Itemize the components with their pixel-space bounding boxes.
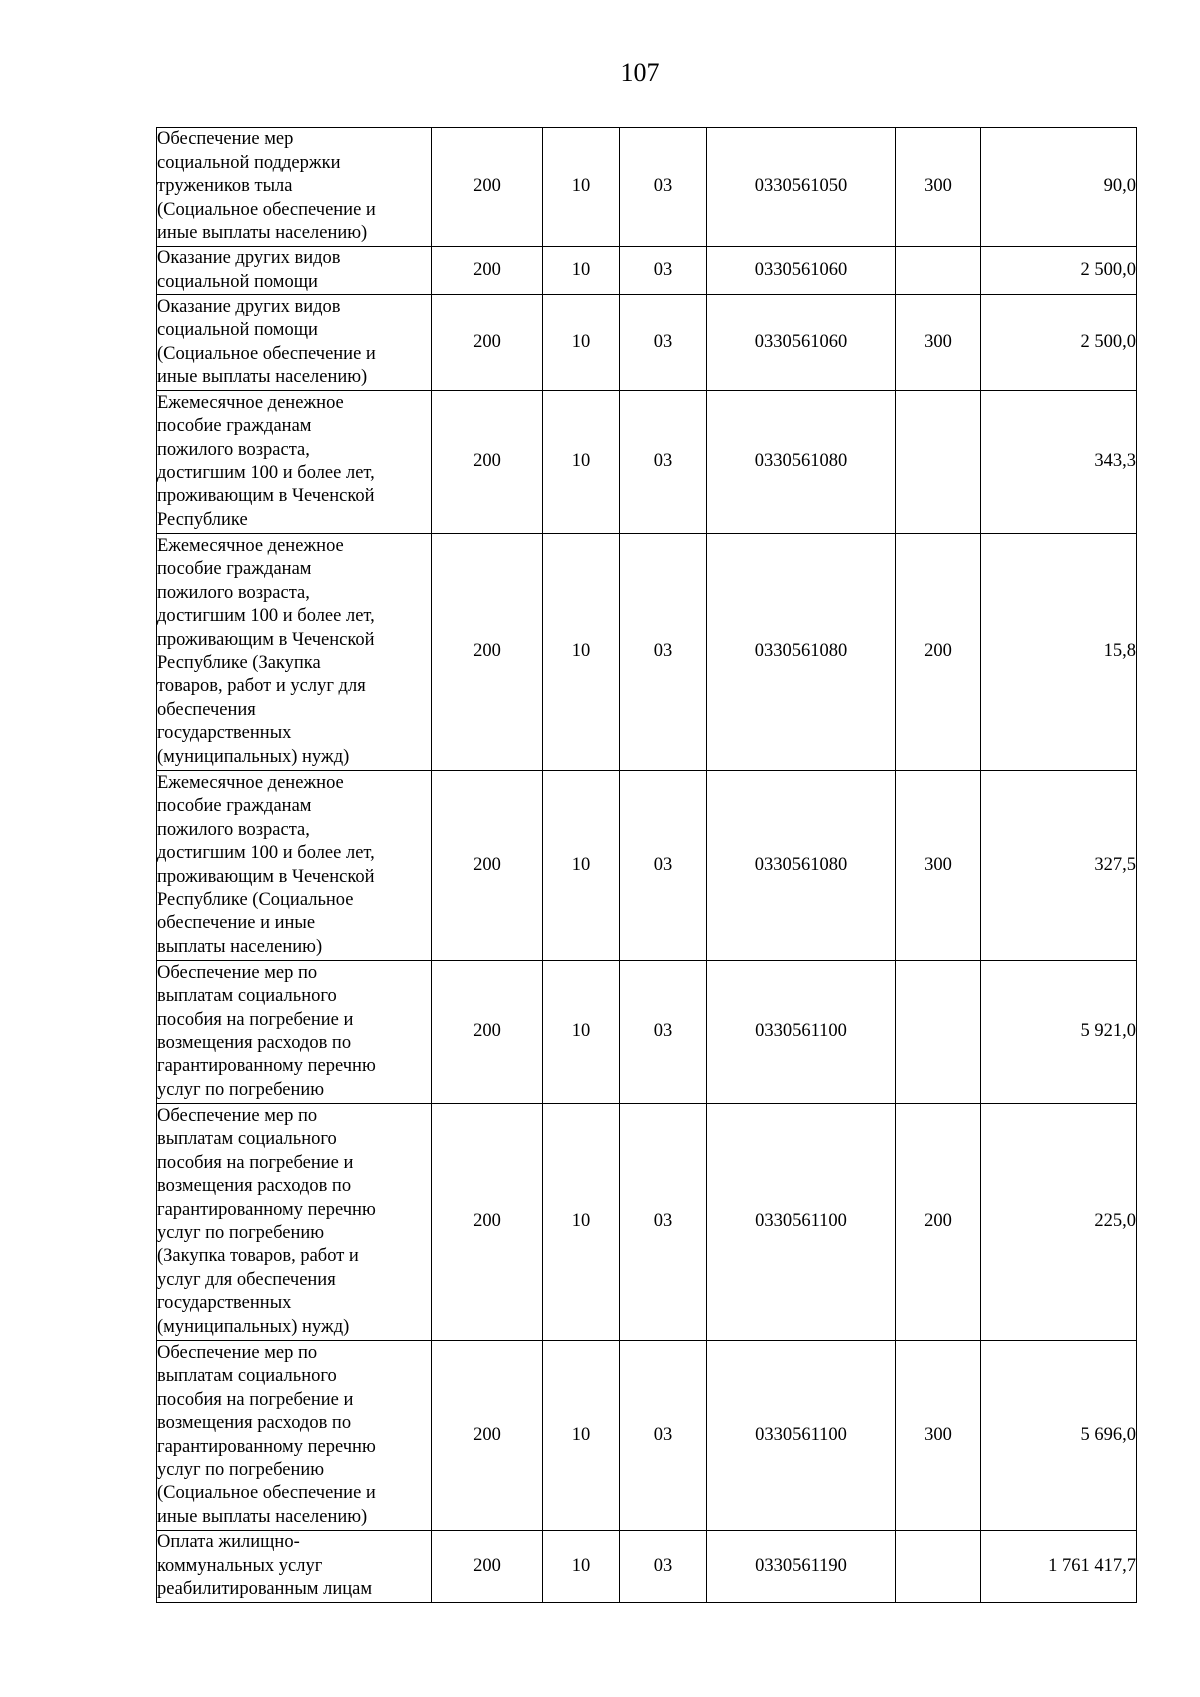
section-code-cell: 10	[543, 1341, 620, 1531]
target-article-cell: 0330561100	[707, 1341, 896, 1531]
expense-type-cell	[896, 391, 981, 534]
expense-type-cell: 300	[896, 128, 981, 247]
item-name-cell: Обеспечение мер по выплатам социального пособия на погребение и возмещения расходов по гарантированному перечню услуг по погребению (Социальное обеспечение и иные выплаты населению)	[157, 1341, 432, 1531]
item-name-cell: Обеспечение мер по выплатам социального пособия на погребение и возмещения расходов по гарантированному перечню услуг по погребению	[157, 961, 432, 1104]
page-number: 107	[620, 58, 660, 87]
section-code-cell: 10	[543, 1104, 620, 1341]
admin-code-cell: 200	[432, 1531, 543, 1603]
item-name-cell: Ежемесячное денежное пособие гражданам пожилого возраста, достигшим 100 и более лет, проживающим в Чеченской Республике	[157, 391, 432, 534]
section-code-cell: 10	[543, 247, 620, 295]
subsection-code-cell: 03	[620, 1531, 707, 1603]
item-name-cell: Ежемесячное денежное пособие гражданам пожилого возраста, достигшим 100 и более лет, проживающим в Чеченской Республике (Закупка товаров, работ и услуг для обеспечения государственных (муниципальных) нужд)	[157, 534, 432, 771]
section-code-cell: 10	[543, 771, 620, 961]
subsection-code-cell: 03	[620, 391, 707, 534]
subsection-code-cell: 03	[620, 1104, 707, 1341]
admin-code-cell: 200	[432, 1104, 543, 1341]
target-article-cell: 0330561080	[707, 771, 896, 961]
subsection-code-cell: 03	[620, 771, 707, 961]
amount-cell: 343,3	[981, 391, 1137, 534]
target-article-cell: 0330561050	[707, 128, 896, 247]
item-name-cell: Ежемесячное денежное пособие гражданам пожилого возраста, достигшим 100 и более лет, проживающим в Чеченской Республике (Социальное обеспечение и иные выплаты населению)	[157, 771, 432, 961]
section-code-cell: 10	[543, 128, 620, 247]
table-row	[157, 961, 1137, 1104]
expense-type-cell	[896, 247, 981, 295]
budget-table	[156, 127, 1137, 1603]
admin-code-cell: 200	[432, 295, 543, 391]
amount-cell: 225,0	[981, 1104, 1137, 1341]
amount-cell: 327,5	[981, 771, 1137, 961]
subsection-code-cell: 03	[620, 128, 707, 247]
table-row	[157, 128, 1137, 247]
section-code-cell: 10	[543, 391, 620, 534]
admin-code-cell: 200	[432, 128, 543, 247]
target-article-cell: 0330561100	[707, 961, 896, 1104]
budget-table-body	[157, 128, 1137, 1603]
table-row	[157, 771, 1137, 961]
table-row	[157, 295, 1137, 391]
table-row	[157, 534, 1137, 771]
table-row	[157, 1531, 1137, 1603]
expense-type-cell	[896, 961, 981, 1104]
section-code-cell: 10	[543, 961, 620, 1104]
item-name-cell: Оплата жилищно- коммунальных услуг реабилитированным лицам	[157, 1531, 432, 1603]
target-article-cell: 0330561060	[707, 247, 896, 295]
target-article-cell: 0330561100	[707, 1104, 896, 1341]
target-article-cell: 0330561080	[707, 534, 896, 771]
admin-code-cell: 200	[432, 391, 543, 534]
table-row	[157, 247, 1137, 295]
expense-type-cell	[896, 1531, 981, 1603]
expense-type-cell: 200	[896, 1104, 981, 1341]
target-article-cell: 0330561190	[707, 1531, 896, 1603]
table-row	[157, 1341, 1137, 1531]
target-article-cell: 0330561060	[707, 295, 896, 391]
amount-cell: 2 500,0	[981, 295, 1137, 391]
item-name-cell: Оказание других видов социальной помощи (Социальное обеспечение и иные выплаты населению)	[157, 295, 432, 391]
table-row	[157, 1104, 1137, 1341]
subsection-code-cell: 03	[620, 1341, 707, 1531]
admin-code-cell: 200	[432, 771, 543, 961]
amount-cell: 1 761 417,7	[981, 1531, 1137, 1603]
item-name-cell: Обеспечение мер по выплатам социального пособия на погребение и возмещения расходов по гарантированному перечню услуг по погребению (Закупка товаров, работ и услуг для обеспечения государственных (муниципальных) нужд)	[157, 1104, 432, 1341]
amount-cell: 15,8	[981, 534, 1137, 771]
expense-type-cell: 200	[896, 534, 981, 771]
table-row	[157, 391, 1137, 534]
amount-cell: 5 921,0	[981, 961, 1137, 1104]
subsection-code-cell: 03	[620, 295, 707, 391]
subsection-code-cell: 03	[620, 961, 707, 1104]
section-code-cell: 10	[543, 295, 620, 391]
subsection-code-cell: 03	[620, 247, 707, 295]
target-article-cell: 0330561080	[707, 391, 896, 534]
expense-type-cell: 300	[896, 771, 981, 961]
amount-cell: 5 696,0	[981, 1341, 1137, 1531]
admin-code-cell: 200	[432, 961, 543, 1104]
item-name-cell: Оказание других видов социальной помощи	[157, 247, 432, 295]
amount-cell: 90,0	[981, 128, 1137, 247]
expense-type-cell: 300	[896, 1341, 981, 1531]
amount-cell: 2 500,0	[981, 247, 1137, 295]
section-code-cell: 10	[543, 534, 620, 771]
admin-code-cell: 200	[432, 1341, 543, 1531]
expense-type-cell: 300	[896, 295, 981, 391]
item-name-cell: Обеспечение мер социальной поддержки тружеников тыла (Социальное обеспечение и иные выплаты населению)	[157, 128, 432, 247]
admin-code-cell: 200	[432, 534, 543, 771]
admin-code-cell: 200	[432, 247, 543, 295]
section-code-cell: 10	[543, 1531, 620, 1603]
subsection-code-cell: 03	[620, 534, 707, 771]
